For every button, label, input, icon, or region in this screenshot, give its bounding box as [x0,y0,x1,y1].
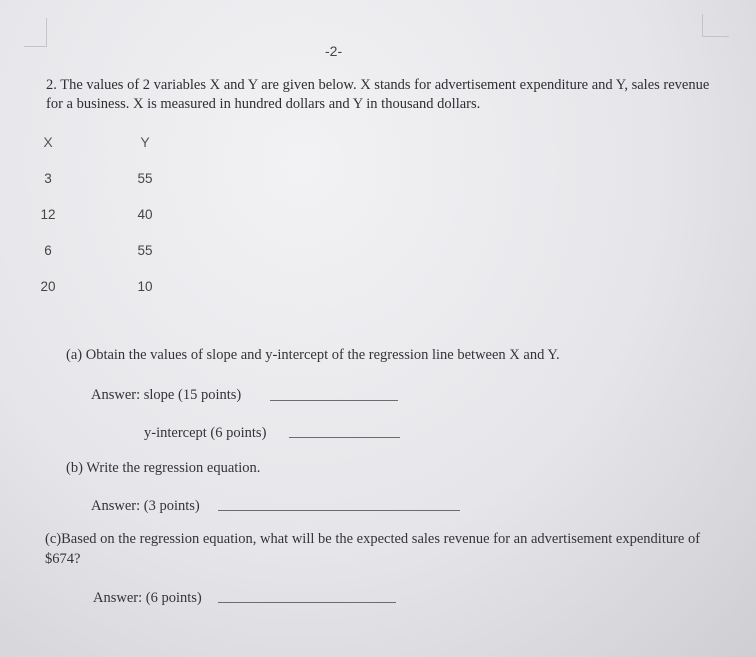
page-corner-mark-right [702,14,729,37]
table-cell-x: 3 [44,171,52,186]
part-b-answer-label: Answer: (3 points) [91,498,200,514]
table-cell-y: 10 [137,279,153,294]
table-cell-y: 40 [137,207,153,222]
equation-answer-line [218,510,460,511]
part-b-question: (b) Write the regression equation. [66,460,261,476]
part-a-slope-answer-label: Answer: slope (15 points) [91,387,242,403]
part-a-intercept-answer-label: y-intercept (6 points) [144,425,267,441]
part-c-question: (c)Based on the regression equation, what will be the expected sales revenue for an advertisement expenditure of $674? [45,531,701,567]
table-header-y: Y [140,134,150,150]
table-header-x: X [43,134,53,150]
part-a-question: (a) Obtain the values of slope and y-intercept of the regression line between X and Y. [66,347,560,363]
revenue-answer-line [218,602,396,603]
table-cell-x: 20 [40,279,56,294]
page-number: -2- [325,43,343,59]
table-cell-y: 55 [137,243,153,258]
slope-answer-line [270,400,398,401]
intercept-answer-line [289,437,400,438]
table-cell-x: 12 [40,207,56,222]
page-corner-mark-left [24,18,47,47]
table-cell-y: 55 [137,171,153,186]
table-cell-x: 6 [44,243,52,258]
part-c-answer-label: Answer: (6 points) [93,590,202,606]
question-2-text: 2. The values of 2 variables X and Y are given below. X stands for advertisement expenditure and Y, sales revenue for a business. X is measured in hundred dollars and Y in thousand dollars. [46,77,710,112]
